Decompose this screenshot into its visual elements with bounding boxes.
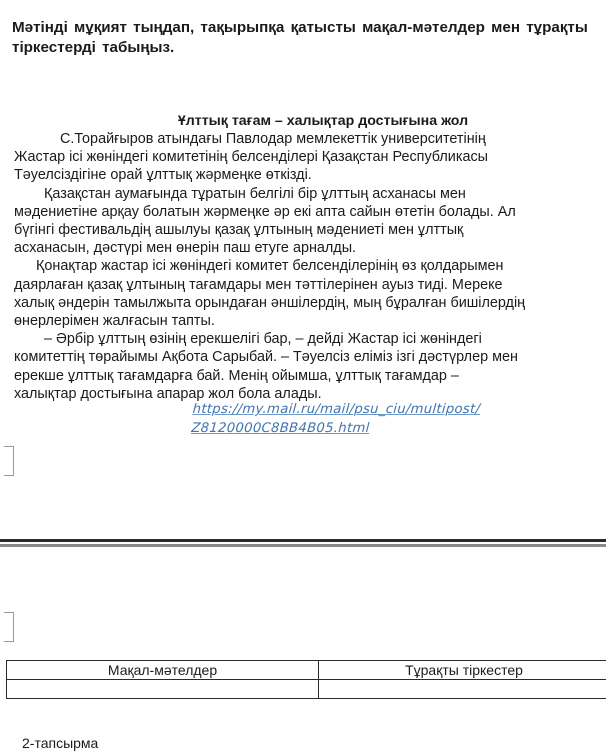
article-line: өнерлерімен жалғасын тапты. — [14, 313, 215, 329]
answer-table — [6, 660, 606, 699]
article-line: Қонақтар жастар ісі жөніндегі комитет белсенділерінің өз қолдарымен — [36, 258, 503, 274]
divider-bar — [0, 539, 606, 542]
article-line: халық әндерін тамылжыта орындаған әншілердің, мың бұралған бишілердің — [14, 295, 525, 311]
article-line: – Әрбір ұлттың өзінің ерекшелігі бар, – дейді Жастар ісі жөніндегі — [44, 331, 482, 347]
task-label: 2-тапсырма — [22, 735, 98, 751]
instruction-text: Мәтінді мұқият тыңдап, тақырыпқа қатысты мақал-мәтелдер мен тұрақты тіркестерді табыңыз. — [12, 18, 602, 58]
source-link-line-1[interactable]: https://my.mail.ru/mail/psu_ciu/multipost/ — [192, 400, 481, 419]
article-line: даярлаған қазақ ұлтының тағамдары мен тәттілерінен ауыз тиді. Мереке — [14, 277, 503, 293]
article-line: комитеттің төрайымы Ақбота Сарыбай. – Тәуелсіз еліміз ізгі дәстүрлер мен — [14, 349, 518, 365]
table-header-row — [7, 661, 606, 680]
paragraph-3 — [14, 257, 602, 330]
article-line: халықтар достығына апарар жол бола алады. — [14, 386, 322, 402]
paragraph-4 — [14, 330, 602, 403]
scan-corner-mark — [4, 446, 14, 476]
article-line: Қазақстан аумағында тұратын белгілі бір ұлттың асханасы мен — [44, 186, 466, 202]
article-title: Ұлттық тағам – халықтар достығына жол — [0, 112, 606, 130]
article-line: Жастар ісі жөніндегі комитетінің белсенділері Қазақстан Республикасы — [14, 149, 488, 165]
answer-cell-proverbs[interactable] — [7, 680, 319, 699]
article-line: мәдениетіне арқау болатын жәрмеңке әр екі апта сайын өтетін болады. Ал — [14, 204, 516, 220]
article-body — [14, 130, 602, 403]
article-line: С.Торайғыров атындағы Павлодар мемлекеттік университетінің — [60, 131, 486, 147]
paragraph-2 — [14, 185, 602, 258]
column-header-proverbs: Мақал-мәтелдер — [7, 661, 319, 680]
source-link-line-2[interactable]: Z8120000C8BB4B05.html — [191, 419, 480, 438]
divider-bar — [0, 544, 606, 547]
page-divider — [0, 539, 606, 548]
answer-cell-phrases[interactable] — [319, 680, 606, 699]
article-line: ерекше ұлттық тағамдарға бай. Менің ойымша, ұлттық тағамдар – — [14, 368, 459, 384]
column-header-phrases: Тұрақты тіркестер — [319, 661, 606, 680]
article-line: бүгінгі фестивальдің ашылуы қазақ ұлтының мәдениеті мен ұлттық — [14, 222, 463, 238]
scan-corner-mark — [4, 612, 14, 642]
article-line: Тәуелсіздігіне орай ұлттық жәрмеңке өткізді. — [14, 167, 312, 183]
article-line: асханасын, дәстүрі мен өнерін паш етуге арналды. — [14, 240, 356, 256]
source-link[interactable] — [191, 400, 481, 438]
table-row — [7, 680, 606, 699]
paragraph-1 — [14, 130, 602, 185]
